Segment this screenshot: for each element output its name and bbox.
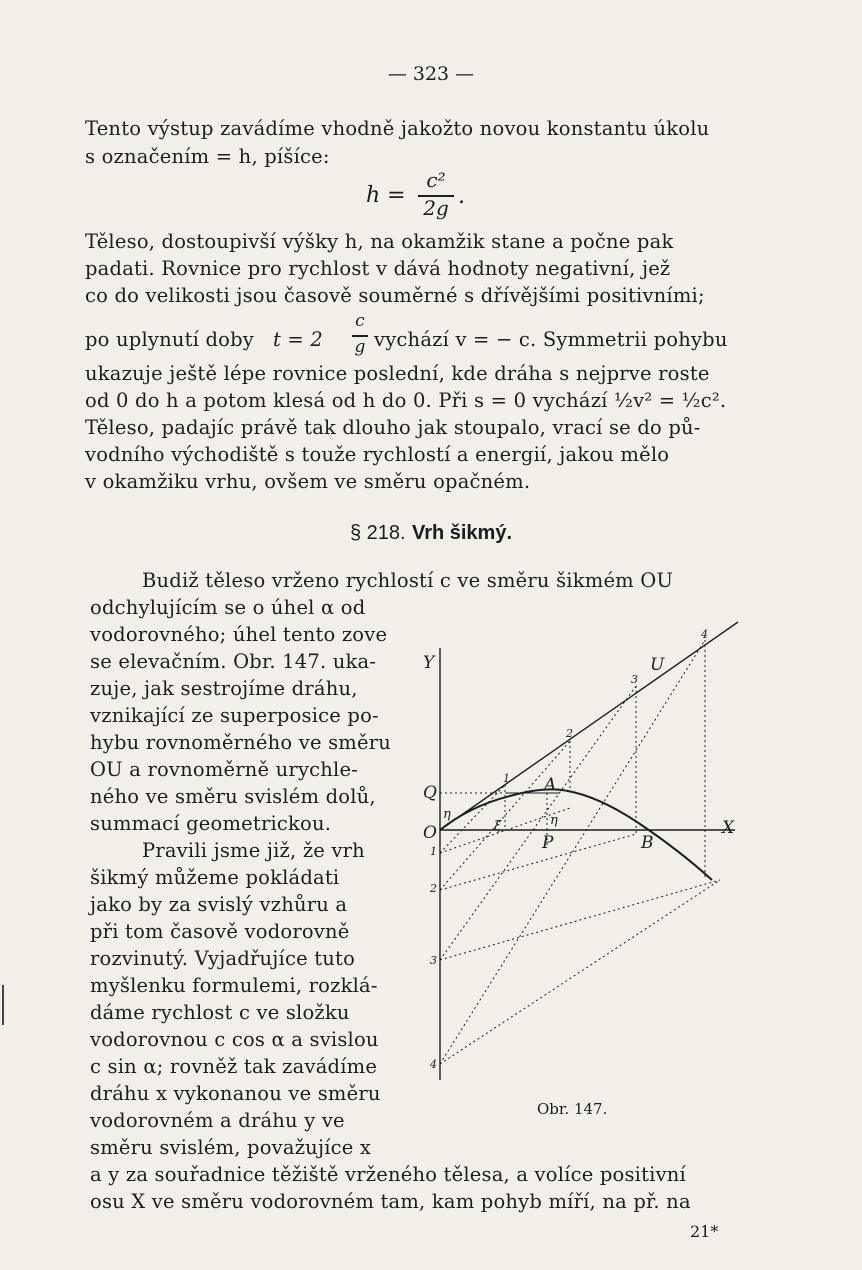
label-a: A (544, 775, 557, 795)
text-line: vodorovného; úhel tento zove (90, 623, 388, 646)
label-eta-2: η (550, 813, 558, 828)
text-line: dráhu x vykonanou ve směru (90, 1082, 381, 1105)
text-line: Tento výstup zavádíme vhodně jakožto novou konstantu úkolu (85, 117, 710, 140)
text-line: Budiž těleso vrženo rychlostí c ve směru šikmém OU (142, 569, 674, 592)
trajectory-curve (440, 789, 712, 880)
text-line: zuje, jak sestrojíme dráhu, (90, 677, 358, 700)
text-line: OU a rovnoměrně urychle- (90, 758, 359, 781)
section-number: § 218. (349, 522, 406, 544)
text-line: Těleso, dostoupivší výšky h, na okamžik stane a počne pak (85, 230, 674, 253)
time-denominator: g (354, 337, 366, 357)
text-line: Těleso, padajíc právě tak dlouho jak stoupalo, vrací se do pů- (85, 416, 701, 439)
text-line: se elevačním. Obr. 147. uka- (90, 650, 377, 673)
printer-signature: 21* (690, 1222, 719, 1241)
label-o: O (423, 823, 437, 843)
text-line: rozvinutý. Vyjadřujíce tuto (90, 947, 356, 970)
text-line: myšlenku formulemi, rozklá- (90, 974, 378, 997)
vertical-guides (505, 640, 705, 880)
equation-numerator: c² (426, 168, 446, 192)
equation-trail: . (458, 184, 465, 209)
label-m1: 1 (430, 845, 437, 858)
text-line: vznikající ze superposice po- (90, 704, 379, 727)
label-m3: 3 (430, 954, 437, 967)
label-2: 2 (566, 727, 573, 740)
figure-147-diagram (415, 610, 750, 1110)
text-line: vodorovnou c cos α a svislou (90, 1028, 379, 1051)
label-q: Q (423, 783, 437, 803)
text-line: co do velikosti jsou časově souměrné s dřívějšími positivními; (85, 284, 705, 307)
equation-h (366, 183, 406, 208)
text-line: c sin α; rovněž tak zavádíme (90, 1055, 378, 1078)
text-line: Pravili jsme již, že vrh (142, 839, 365, 862)
text-line: jako by za svislý vzhůru a (90, 893, 348, 916)
page-edge-mark (2, 985, 4, 1025)
text-line: ukazuje ještě lépe rovnice poslední, kde dráha s nejprve roste (85, 362, 710, 385)
text-line: padati. Rovnice pro rychlost v dává hodnoty negativní, jež (85, 257, 671, 280)
label-p: P (542, 833, 554, 853)
label-b: B (641, 833, 654, 853)
text-line: s označením = h, píšíce: (85, 145, 330, 168)
equation-denominator: 2g (423, 196, 449, 220)
label-u: U (650, 655, 665, 675)
text-line: vodního východiště s touže rychlostí a energií, jakou mělo (85, 443, 670, 466)
label-m4: 4 (430, 1058, 437, 1071)
text-line: dáme rychlost c ve složku (90, 1001, 350, 1024)
section-title: Vrh šikmý. (411, 522, 513, 544)
text-line: a y za souřadnice těžiště vrženého tělesa, a volíce positivní (90, 1163, 686, 1186)
figure-caption: Obr. 147. (537, 1100, 608, 1118)
text-line: vodorovném a dráhu y ve (90, 1109, 345, 1132)
text-line: vychází v = − c. Symmetrii pohybu (374, 328, 728, 351)
page-number: — 323 — (387, 63, 475, 85)
section-heading (0, 520, 862, 545)
label-3: 3 (631, 673, 638, 686)
time-numerator: c (355, 311, 365, 331)
figure-labels (423, 628, 735, 1071)
text-line: od 0 do h a potom klesá od h do 0. Při s = 0 vychází ½v² = ½c². (85, 389, 727, 412)
label-1: 1 (503, 772, 510, 785)
label-y: Y (423, 653, 435, 673)
label-eta: η (443, 807, 451, 822)
direction-line-ou (440, 622, 738, 830)
text-line: summací geometrickou. (90, 812, 332, 835)
text-line: ného ve směru svislém dolů, (90, 785, 376, 808)
text-line: osu X ve směru vodorovném tam, kam pohyb míří, na př. na (90, 1190, 691, 1213)
text-line: hybu rovnoměrného ve směru (90, 731, 392, 754)
text-line: v okamžiku vrhu, ovšem ve směru opačném. (85, 470, 531, 493)
label-4: 4 (701, 628, 708, 641)
label-xi: ξ (494, 819, 502, 834)
text-line: odchylujícím se o úhel α od (90, 596, 366, 619)
text-line: šikmý můžeme pokládati (90, 866, 340, 889)
label-x: X (722, 818, 735, 838)
label-m2: 2 (430, 882, 437, 895)
equation-lhs: h = (366, 183, 406, 208)
time-equation: t = 2 (273, 328, 323, 351)
text-line: při tom časově vodorovně (90, 920, 350, 943)
text-line: po uplynutí doby (85, 328, 255, 351)
text-line: směru svislém, považujíce x (90, 1136, 372, 1159)
